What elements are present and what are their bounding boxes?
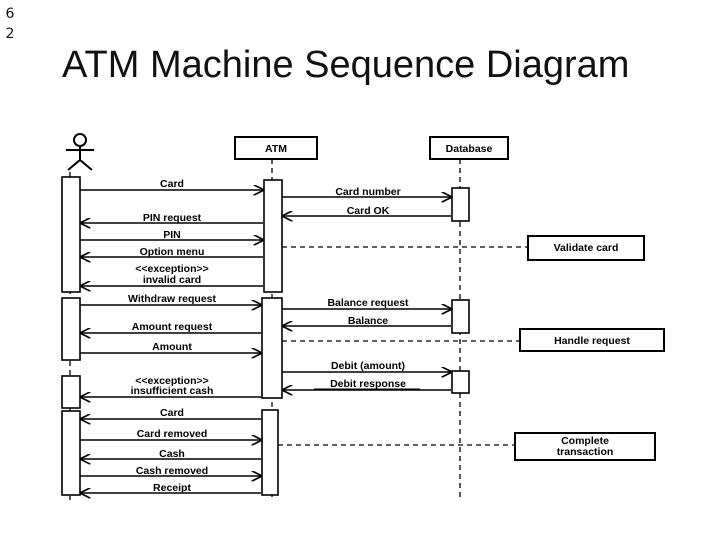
svg-text:Complete: Complete	[561, 435, 609, 447]
msg-exc-invalid-label-2: invalid card	[142, 274, 202, 286]
msg-amount-label: Amount	[152, 341, 192, 353]
atm-activation-1	[264, 180, 282, 292]
db-activation-3	[452, 371, 469, 393]
msg-exc-insufficient-label-2: insufficient cash	[130, 385, 214, 397]
svg-text:transaction: transaction	[556, 446, 614, 458]
msg-balance-request-label: Balance request	[327, 297, 409, 309]
msg-option-menu-label: Option menu	[139, 246, 205, 258]
actor-activation-2	[62, 298, 80, 360]
note-handle-request	[520, 329, 664, 351]
msg-pin-request-label: PIN request	[142, 212, 202, 224]
note-complete-transaction	[515, 433, 655, 460]
msg-card-return-label: Card	[160, 407, 184, 419]
atm-activation-3	[262, 410, 278, 495]
msg-receipt-label: Receipt	[153, 482, 191, 494]
msg-balance-label: Balance	[347, 315, 389, 327]
msg-cash-removed-label: Cash removed	[135, 465, 209, 477]
atm-activation-2	[262, 298, 282, 398]
svg-text:Handle request: Handle request	[554, 335, 630, 347]
msg-card-ok-label: Card OK	[346, 205, 390, 217]
atm-lifeline-header	[235, 137, 317, 159]
msg-card-label: Card	[160, 178, 184, 190]
msg-card-number-label: Card number	[335, 186, 401, 198]
db-activation-1	[452, 188, 469, 221]
actor-activation-3	[62, 376, 80, 408]
actor-stick-figure	[66, 134, 94, 170]
svg-text:Validate card: Validate card	[553, 242, 619, 254]
db-activation-2	[452, 300, 469, 333]
slide-title: ATM Machine Sequence Diagram	[62, 44, 630, 86]
msg-debit-amount-label: Debit (amount)	[330, 360, 406, 372]
database-label: Database	[445, 143, 493, 155]
msg-amount-request-label: Amount request	[131, 321, 213, 333]
slide-number-digit-2: 2	[5, 26, 15, 42]
note-validate-card	[528, 236, 644, 260]
msg-debit-response-label: Debit response	[330, 378, 406, 390]
msg-card-removed-label: Card removed	[136, 428, 208, 440]
actor-activation-1	[62, 177, 80, 292]
slide-number-digit-1: 6	[5, 6, 15, 22]
msg-exc-invalid-label-1: <<exception>>	[135, 263, 209, 275]
msg-cash-label: Cash	[159, 448, 185, 460]
msg-exc-insufficient-label-1: <<exception>>	[135, 375, 209, 387]
database-lifeline-header	[430, 137, 508, 159]
actor-activation-4	[62, 411, 80, 495]
atm-label: ATM	[265, 143, 287, 155]
msg-pin-label: PIN	[163, 229, 181, 241]
msg-withdraw-label: Withdraw request	[128, 293, 216, 305]
